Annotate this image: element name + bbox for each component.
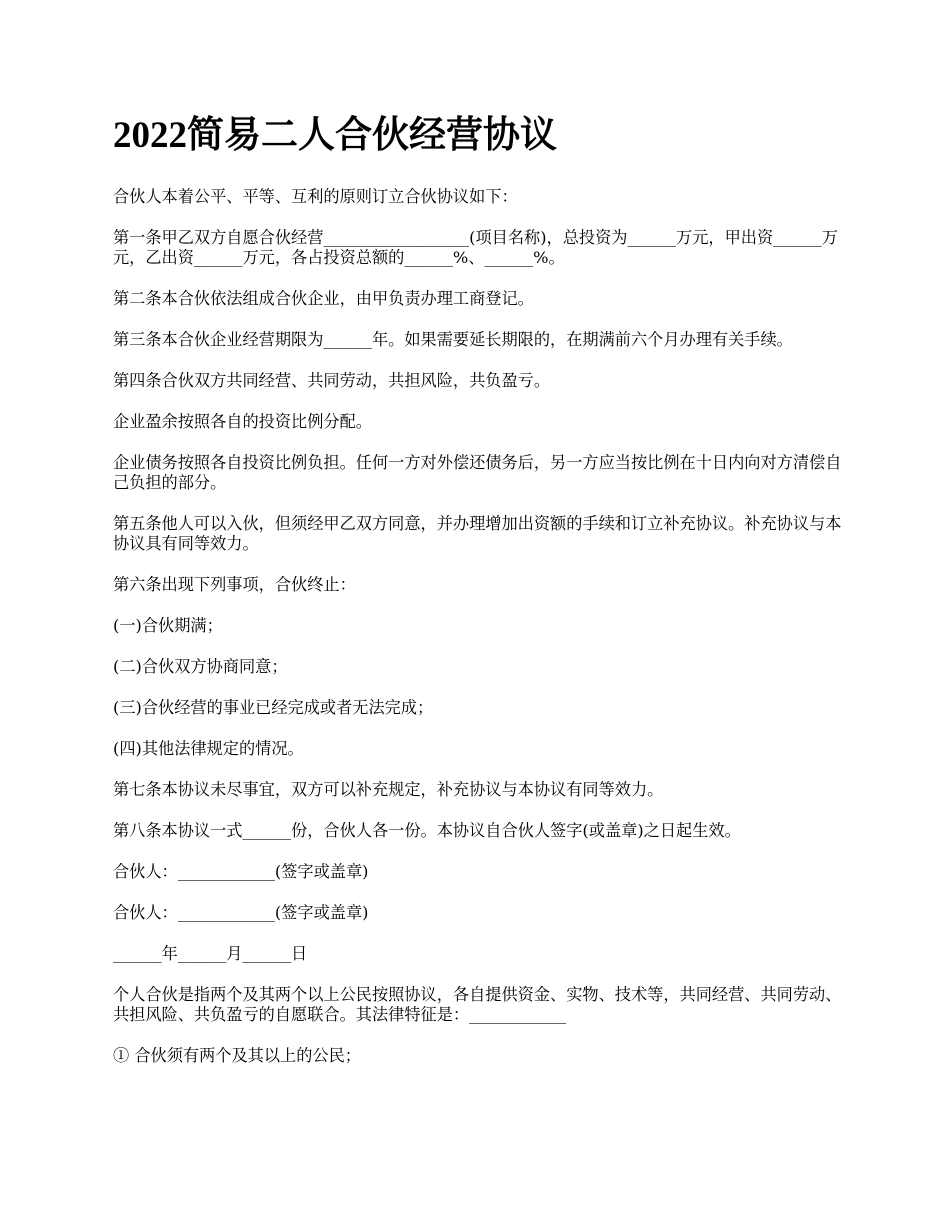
- article-2: 第二条本合伙依法组成合伙企业，由甲负责办理工商登记。: [113, 289, 534, 308]
- termination-item-2: (二)合伙双方协商同意；: [113, 657, 288, 676]
- article-3: 第三条本合伙企业经营期限为______年。如果需要延长期限的，在期满前六个月办理有关手续。: [113, 330, 793, 349]
- individual-partnership-definition: 个人合伙是指两个及其两个以上公民按照协议，各自提供资金、实物、技术等，共同经营、共同劳动、共担风险、共负盈亏的自愿联合。其法律特征是：____________: [113, 985, 842, 1024]
- partner-signature-2: 合伙人：____________(签字或盖章): [113, 903, 369, 922]
- signing-date: ______年______月______日: [113, 944, 308, 963]
- termination-item-4: (四)其他法律规定的情况。: [113, 739, 304, 758]
- article-1: 第一条甲乙双方自愿合伙经营__________________(项目名称)，总投资为______万元，甲出资______万元，乙出资______万元，各占投资总额的______%、______%。: [113, 228, 838, 267]
- partner-signature-1: 合伙人：____________(签字或盖章): [113, 862, 369, 881]
- termination-item-1: (一)合伙期满；: [113, 616, 223, 635]
- article-5: 第五条他人可以入伙，但须经甲乙双方同意，并办理增加出资额的手续和订立补充协议。补充协议与本协议具有同等效力。: [113, 514, 842, 553]
- debt-burden: 企业债务按照各自投资比例负担。任何一方对外偿还债务后，另一方应当按比例在十日内向对方清偿自己负担的部分。: [113, 453, 842, 492]
- article-7: 第七条本协议未尽事宜，双方可以补充规定，补充协议与本协议有同等效力。: [113, 780, 664, 799]
- opening-paragraph: 合伙人本着公平、平等、互利的原则订立合伙协议如下：: [113, 187, 518, 206]
- profit-distribution: 企业盈余按照各自的投资比例分配。: [113, 412, 372, 431]
- article-6: 第六条出现下列事项，合伙终止：: [113, 575, 356, 594]
- document-title: 2022简易二人合伙经营协议: [113, 115, 557, 156]
- article-8: 第八条本协议一式______份，合伙人各一份。本协议自合伙人签字(或盖章)之日起生效。: [113, 821, 741, 840]
- document-page: [113, 112, 853, 1087]
- article-4: 第四条合伙双方共同经营、共同劳动，共担风险，共负盈亏。: [113, 371, 551, 390]
- legal-feature-1: ① 合伙须有两个及其以上的公民；: [113, 1046, 361, 1065]
- termination-item-3: (三)合伙经营的事业已经完成或者无法完成；: [113, 698, 434, 717]
